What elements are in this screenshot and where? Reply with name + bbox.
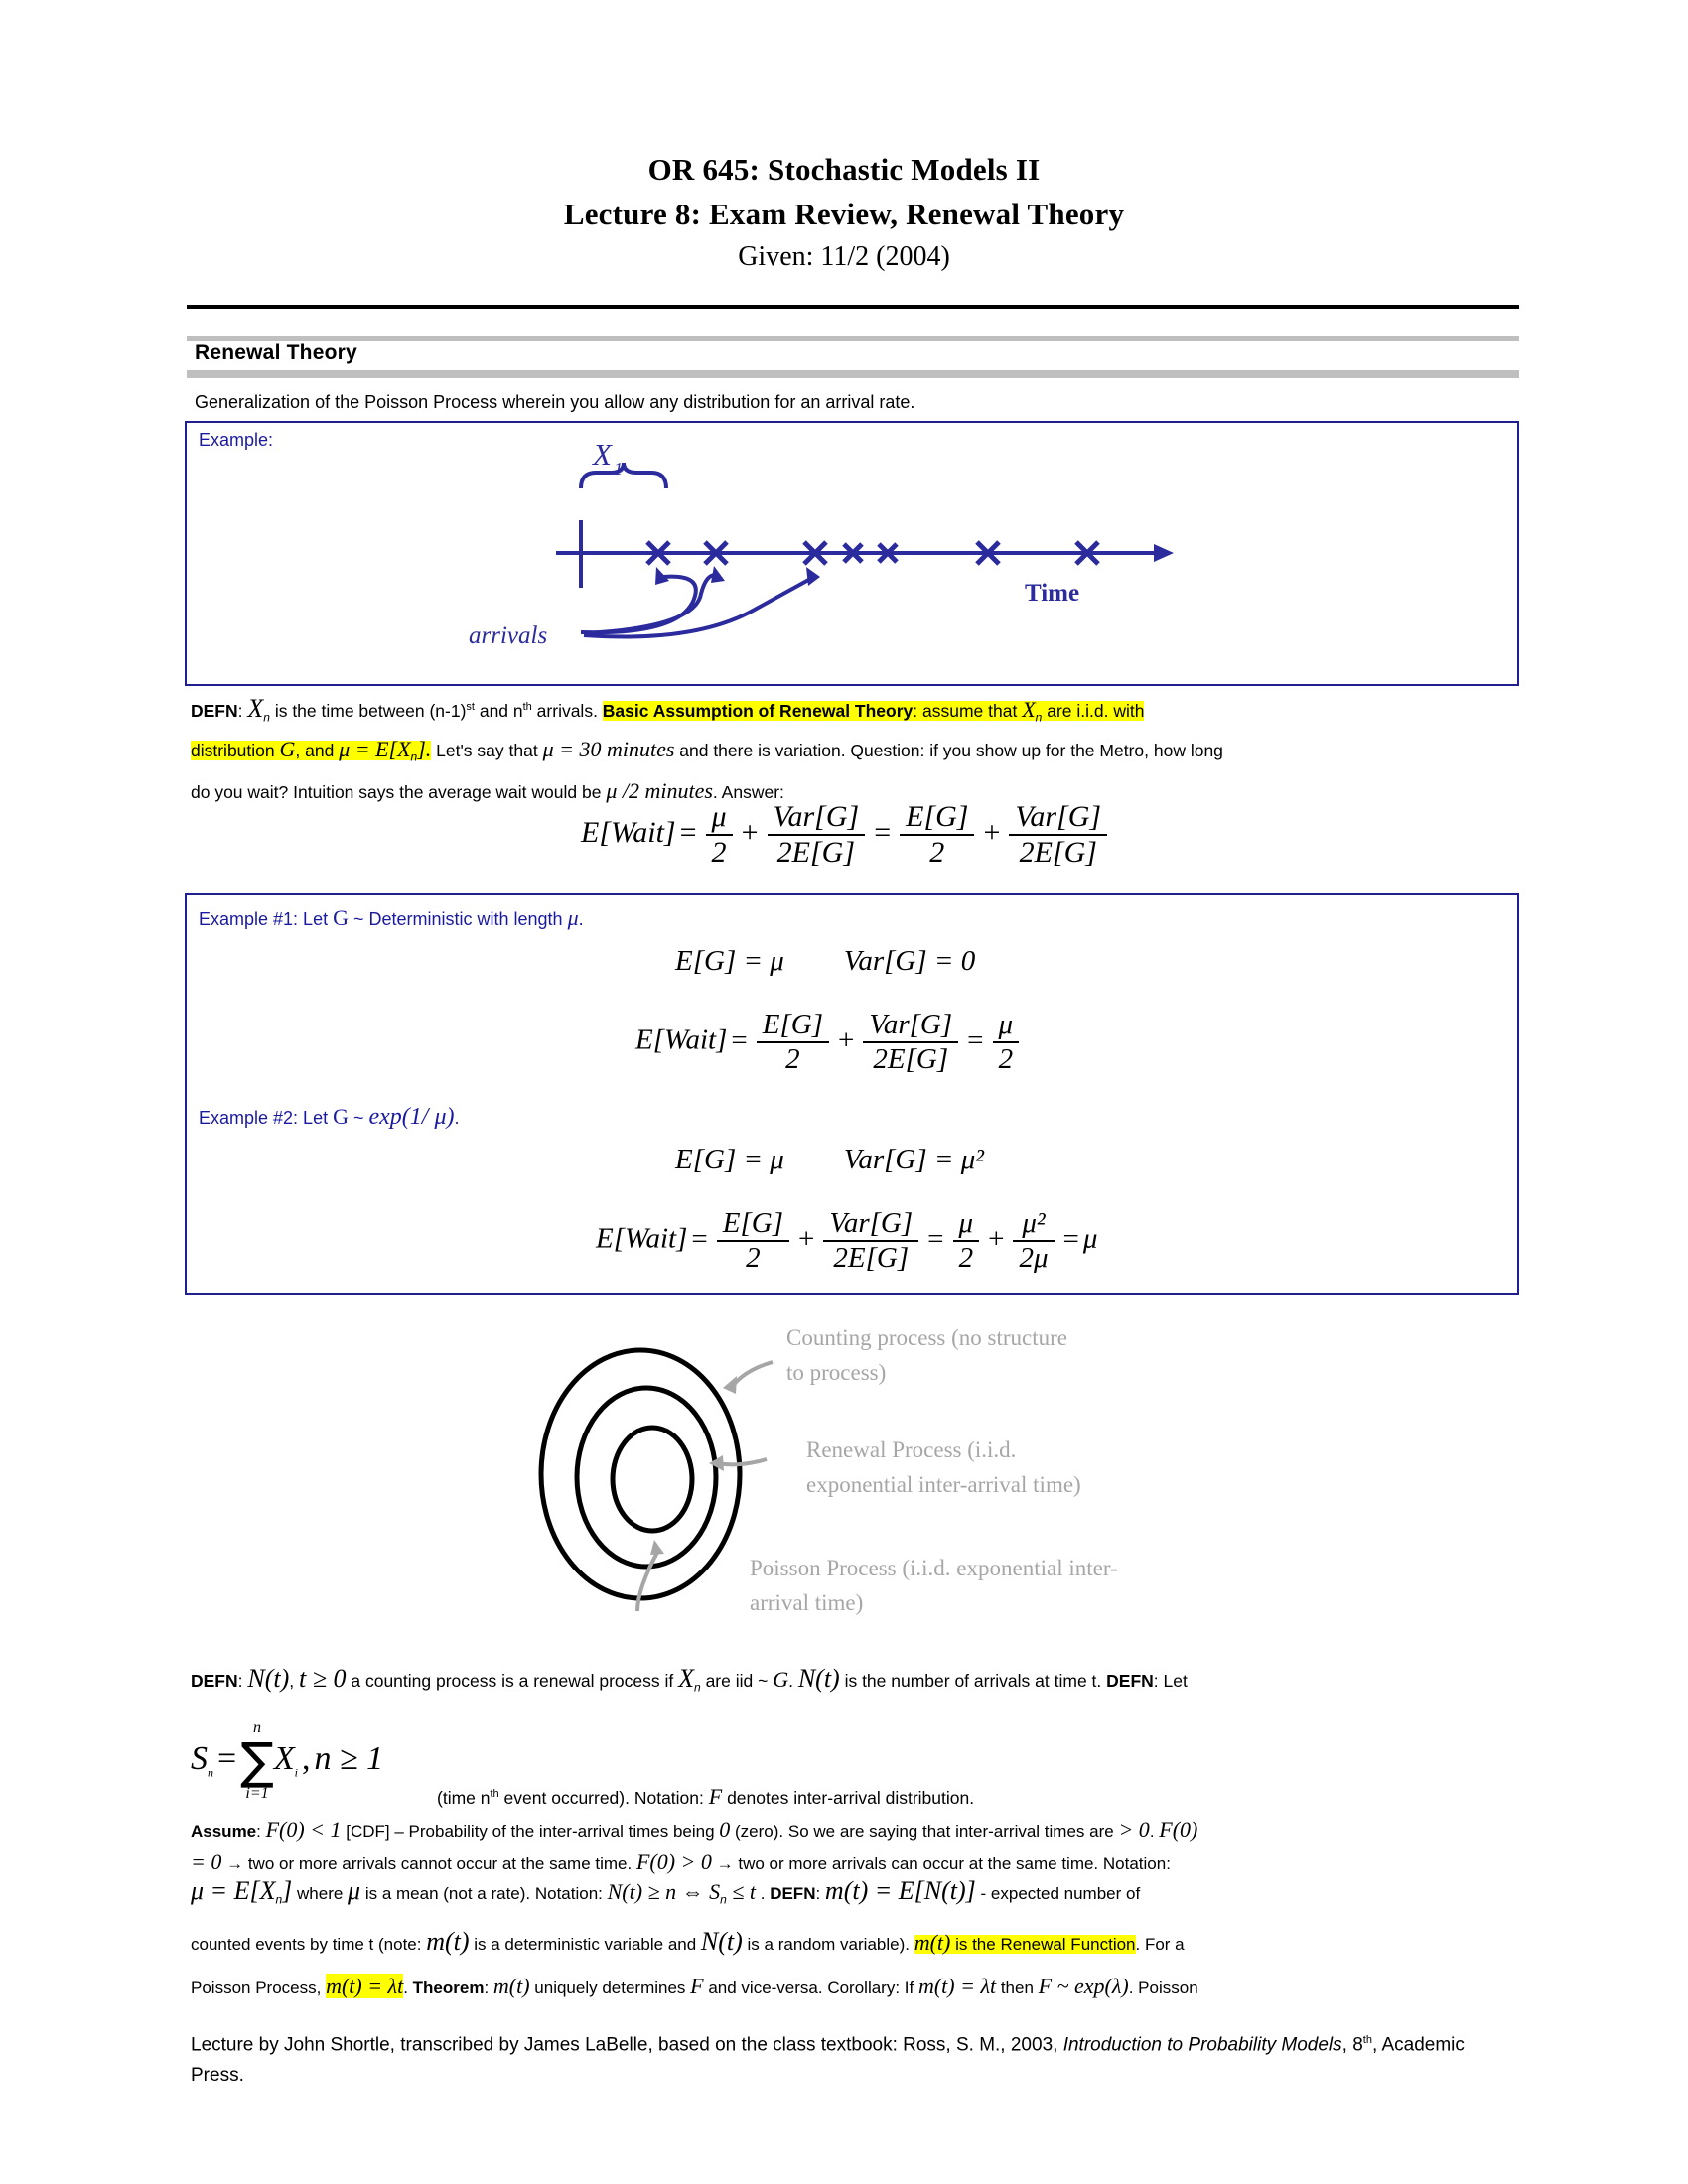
example2-exp: exp(1/ μ) [368,1104,455,1130]
assume2-text-2: two or more arrivals can occur at the same time. Notation: [738,1854,1171,1873]
time-axis-label: Time [1025,580,1080,607]
eq-wait-f1-num: μ [711,800,727,833]
sn-equals: = [217,1739,237,1777]
ordinal-th: th [522,701,532,713]
example-diagram-box [185,421,1519,686]
theorem-text-1: uniquely determines [529,1979,691,1997]
example2-tilde: ~ [348,1108,369,1128]
eq-ex2-eg: E[G] = μ [675,1144,784,1175]
example2-label [199,1104,460,1131]
defn2-xn: X [678,1664,695,1693]
mu-where: where [292,1884,349,1903]
theorem-mt: m(t) [492,1974,530,1998]
middle-circle-renewal-process [577,1388,716,1567]
counted-events-text: counted events by time t (note: [191,1935,427,1954]
distribution-G: G [279,737,296,761]
equation-ex1-moments [675,945,975,978]
distribution-comma: , and [295,741,340,760]
inner-circle-poisson-process [613,1428,692,1531]
eq-wait-f3-den: 2 [900,834,974,870]
sn-description-line [437,1777,1519,1816]
horizontal-rule-black [187,305,1519,309]
eq-ex2-f3-num: μ [958,1207,974,1239]
mu-30-minutes: μ = 30 minutes [542,737,675,761]
eq-ex2-f4-num: μ² [1022,1207,1046,1239]
arrowhead-middle [709,1455,724,1471]
assume-paragraph-line2 [191,1848,1531,1878]
eq-wait-plus1: + [741,815,759,849]
document-title-block [0,147,1688,278]
example1-label [199,905,584,931]
defn2-label: DEFN [191,1671,238,1691]
xn-subscript: n [263,710,270,725]
for-a-text: . For a [1135,1935,1185,1954]
assume-f0: F(0) [1159,1817,1198,1842]
answer-label: . Answer: [712,782,784,802]
intuition-text: do you wait? Intuition says the average wait would be [191,782,607,802]
corollary-mt: m(t) = λt [917,1974,997,1998]
eq-ex1-equals1: = [731,1024,748,1056]
f0-lt-1: F(0) < 1 [265,1817,342,1842]
sigma-symbol: ∑ [240,1732,274,1790]
variation-question-text: and there is variation. Question: if you show up for the Metro, how long [674,741,1223,760]
assumption-xn: X [1022,696,1036,722]
eq-wait-f2-num: Var[G] [773,800,860,833]
example1-label-mid: ~ Deterministic with length [348,909,568,929]
example1-label-prefix: Example #1: Let [199,909,334,929]
mt-description: - expected number of [975,1884,1141,1903]
given-date: Given: 11/2 (2004) [738,241,950,272]
caption-counting-process: Counting process (no structure to process) [786,1325,1067,1385]
mu-half-minutes: μ /2 minutes [606,778,713,803]
defn2-G: G [773,1667,789,1692]
mu-expectation: μ = E[X [339,737,411,761]
equation-wait-main [581,800,1112,870]
eq-ex2-equals2: = [927,1222,944,1255]
eq-ex2-equals3: = [1062,1222,1079,1255]
outer-circle-counting-process [541,1350,740,1598]
mu-mean-text: is a mean (not a rate). Notation: [360,1884,608,1903]
sn-desc-3: denotes inter-arrival distribution. [722,1787,975,1808]
sn-ordinal: th [490,1788,499,1800]
eq-ex1-f1-num: E[G] [762,1009,823,1040]
eq-wait-f4-den: 2E[G] [1009,834,1107,870]
eq-ex2-f1-den: 2 [717,1240,789,1275]
example-box-label: Example: [199,430,274,450]
eq-ex2-equals1: = [691,1222,708,1255]
mt-deterministic: m(t) [426,1927,470,1956]
sn-term: X [273,1739,295,1777]
assume-colon: : [256,1822,266,1841]
arrow-to-outer-circle [732,1362,773,1387]
caption-renewal-process: Renewal Process (i.i.d. exponential inter-arrival time) [806,1437,1081,1497]
line3-period: . [403,1979,413,1997]
defn2-iid-text: are iid ~ [700,1671,774,1691]
sn-F: F [708,1783,723,1809]
example1-G: G [333,905,349,930]
defn-xn-paragraph [191,690,1521,735]
eq-ex1-varg: Var[G] = 0 [843,945,976,977]
assume-label: Assume [191,1822,257,1841]
sn-lhs: S [191,1739,208,1777]
eq-ex2-wait-lhs: E[Wait] [596,1222,688,1255]
sn-desc-2: event occurred). Notation: [498,1787,709,1808]
mu-expectation-sub: n [410,750,418,764]
defn2-colon: : [237,1671,248,1691]
eq-wait-lhs: E[Wait] [581,815,676,849]
xn-symbol: X [247,693,264,723]
sigma-upper-limit: n [253,1719,262,1736]
defn2-text-2: is the number of arrivals at time t. [839,1671,1107,1691]
corollary-then: then [996,1979,1039,1997]
eq-ex2-f3-den: 2 [953,1240,980,1275]
footer-attribution [191,2025,1511,2091]
eq-ex2-f2-num: Var[G] [829,1207,914,1239]
corollary-end: . Poisson [1128,1979,1198,1997]
assume-paragraph-line1 [191,1816,1531,1845]
defn2-comma: , [289,1671,299,1691]
assume2-eq-zero: = 0 [191,1849,222,1874]
defn-counting-process-paragraph [191,1661,1526,1706]
section-heading: Renewal Theory [195,341,357,364]
assume-zero: 0 [719,1817,731,1842]
lecture-title: Lecture 8: Exam Review, Renewal Theory [563,197,1125,231]
mt-lambda-t-highlight: m(t) = λt [326,1974,404,1998]
defn3-label: DEFN [1106,1671,1154,1691]
defn4-label: DEFN [770,1884,816,1903]
example2-label-prefix: Example #2: Let [199,1108,334,1128]
eq-ex1-wait-lhs: E[Wait] [635,1024,728,1056]
footer-text-3: , Academic Press. [191,2034,1465,2087]
assume2-f0-gt: F(0) > 0 [635,1849,712,1874]
theorem-colon: : [484,1979,493,1997]
nt-symbol: N(t) [247,1664,290,1693]
x1-bracket-label: X [593,437,612,472]
corollary-exp: F ~ exp(λ) [1038,1974,1129,1998]
sn-condition: n ≥ 1 [314,1739,384,1777]
assume-gt-zero: > 0 [1118,1817,1150,1842]
nt-random: N(t) [700,1927,743,1956]
eq-ex2-f2-den: 2E[G] [823,1240,918,1275]
mu-expectation-close: ] [282,1876,293,1905]
defn-text-1: is the time between (n-1) [269,700,467,721]
caption-poisson-process: Poisson Process (i.i.d. exponential inter-arrival time) [750,1556,1118,1615]
eq-wait-equals2: = [874,815,892,849]
footer-text-1: Lecture by John Shortle, transcribed by James LaBelle, based on the class textbook: Ross, S. M., 2003, [191,2034,1063,2056]
assumption-text-2: are i.i.d. with [1042,700,1145,721]
mu-expectation-end: ]. [417,737,432,761]
basic-assumption-label: Basic Assumption of Renewal Theory [602,700,914,721]
course-title: OR 645: Stochastic Models II [647,152,1041,187]
assume2-arrow-1: → [221,1854,248,1873]
example1-label-end: . [578,909,584,929]
eq-ex2-f4-den: 2μ [1013,1240,1054,1275]
example1-mu: μ [567,905,579,930]
renewal-function-label: is the Renewal Function [950,1935,1136,1954]
eq-ex2-result: μ [1082,1222,1098,1255]
horizontal-rule-gray-bottom [187,370,1519,378]
mu-paragraph-line2 [191,1927,1531,1960]
notation-period: . [756,1884,771,1903]
assumption-xn-sub: n [1035,710,1043,725]
eq-ex1-f3-num: μ [998,1009,1014,1040]
eq-ex2-plus1: + [798,1222,815,1255]
assume-text-2: (zero). So we are saying that inter-arrival times are [730,1822,1119,1841]
x1-bracket-label-sub: 1 [614,459,623,478]
eq-ex1-f3-den: 2 [993,1041,1020,1076]
sn-lhs-sub: n [208,1765,213,1780]
equation-ex2-moments [675,1144,984,1176]
defn4-colon: : [815,1884,825,1903]
eq-wait-plus2: + [983,815,1001,849]
assumption-text-1: : assume that [913,700,1023,721]
equation-sn-summation [191,1720,383,1802]
defn2-period: . [788,1671,798,1691]
renewal-function-mt: m(t) [914,1930,951,1955]
defn-colon: : [237,700,248,721]
defn-label: DEFN [191,700,238,721]
footer-book-title: Introduction to Probability Models [1062,2034,1342,2056]
footer-text-2: , 8 [1341,2034,1363,2056]
example2-G: G [333,1104,349,1129]
notation-nt-ge-n: N(t) ≥ n ⇔ S [607,1879,721,1904]
mu-expectation-subscript: n [275,1892,283,1907]
defn-text-2: and n [474,700,523,721]
sn-desc-1: (time n [437,1787,491,1808]
mu-paragraph-line1 [191,1876,1531,1914]
random-variable-text: is a random variable). [742,1935,914,1954]
assume2-text-1: two or more arrivals cannot occur at the same time. [247,1854,636,1873]
eq-ex1-f2-num: Var[G] [869,1009,953,1040]
corollary-text: and vice-versa. Corollary: If [703,1979,918,1997]
assume2-arrow-2: → [711,1854,739,1873]
eq-ex2-varg: Var[G] = μ² [843,1144,984,1175]
distribution-word: distribution [191,741,280,760]
theorem-F: F [690,1974,704,1998]
eq-ex1-f1-den: 2 [757,1041,829,1076]
defn2-xn-sub: n [694,1680,701,1695]
arrowhead-outer [723,1376,737,1394]
sn-comma: , [302,1739,311,1777]
footer-ordinal: th [1362,2034,1372,2046]
ordinal-st: st [466,701,475,713]
eq-wait-equals1: = [679,815,697,849]
nt-symbol-2: N(t) [797,1664,840,1693]
mu-equals-expectation: μ = E[X [191,1876,276,1905]
defn2-text-1: a counting process is a renewal process if [346,1671,679,1691]
arrowhead-inner [650,1540,664,1555]
eq-wait-f1-den: 2 [706,834,733,870]
t-ge-zero: t ≥ 0 [299,1664,347,1693]
eq-ex1-plus1: + [838,1024,855,1056]
arrow-to-inner-circle [637,1549,659,1611]
assume-period: . [1149,1822,1160,1841]
mt-equals-expectation: m(t) = E[N(t)] [824,1876,976,1905]
example2-label-end: . [454,1108,460,1128]
defn3-let: : Let [1153,1671,1188,1691]
mu-symbol: μ [348,1876,361,1905]
eq-wait-f3-num: E[G] [906,800,969,833]
assume-text-1: [CDF] – Probability of the inter-arrival times being [341,1822,720,1841]
arrivals-label: arrivals [469,622,548,649]
eq-ex2-plus2: + [988,1222,1005,1255]
deterministic-text: is a deterministic variable and [469,1935,701,1954]
eq-ex1-f2-den: 2E[G] [863,1041,958,1076]
eq-wait-f4-num: Var[G] [1015,800,1102,833]
sigma-lower-limit: i=1 [245,1785,269,1802]
theorem-label: Theorem [412,1979,485,1997]
poisson-process-text: Poisson Process, [191,1979,327,1997]
notation-sn-sub: n [720,1892,727,1907]
mu-paragraph-line3 [191,1972,1531,2003]
lets-say-text: Let's say that [431,741,543,760]
sn-term-sub: i [294,1765,299,1780]
defn-distribution-line [191,732,1526,775]
arrow-to-middle-circle [717,1459,767,1464]
eq-ex1-equals2: = [967,1024,984,1056]
equation-ex1-wait [635,1009,1024,1076]
eq-ex2-f1-num: E[G] [722,1207,783,1239]
section-intro-text: Generalization of the Poisson Process wherein you allow any distribution for an arrival rate. [195,392,915,412]
eq-ex1-eg: E[G] = μ [675,945,784,977]
notation-le-t: ≤ t [726,1879,757,1904]
equation-ex2-wait [596,1207,1097,1275]
eq-wait-f2-den: 2E[G] [768,834,866,870]
defn-text-3: arrivals. [531,700,603,721]
